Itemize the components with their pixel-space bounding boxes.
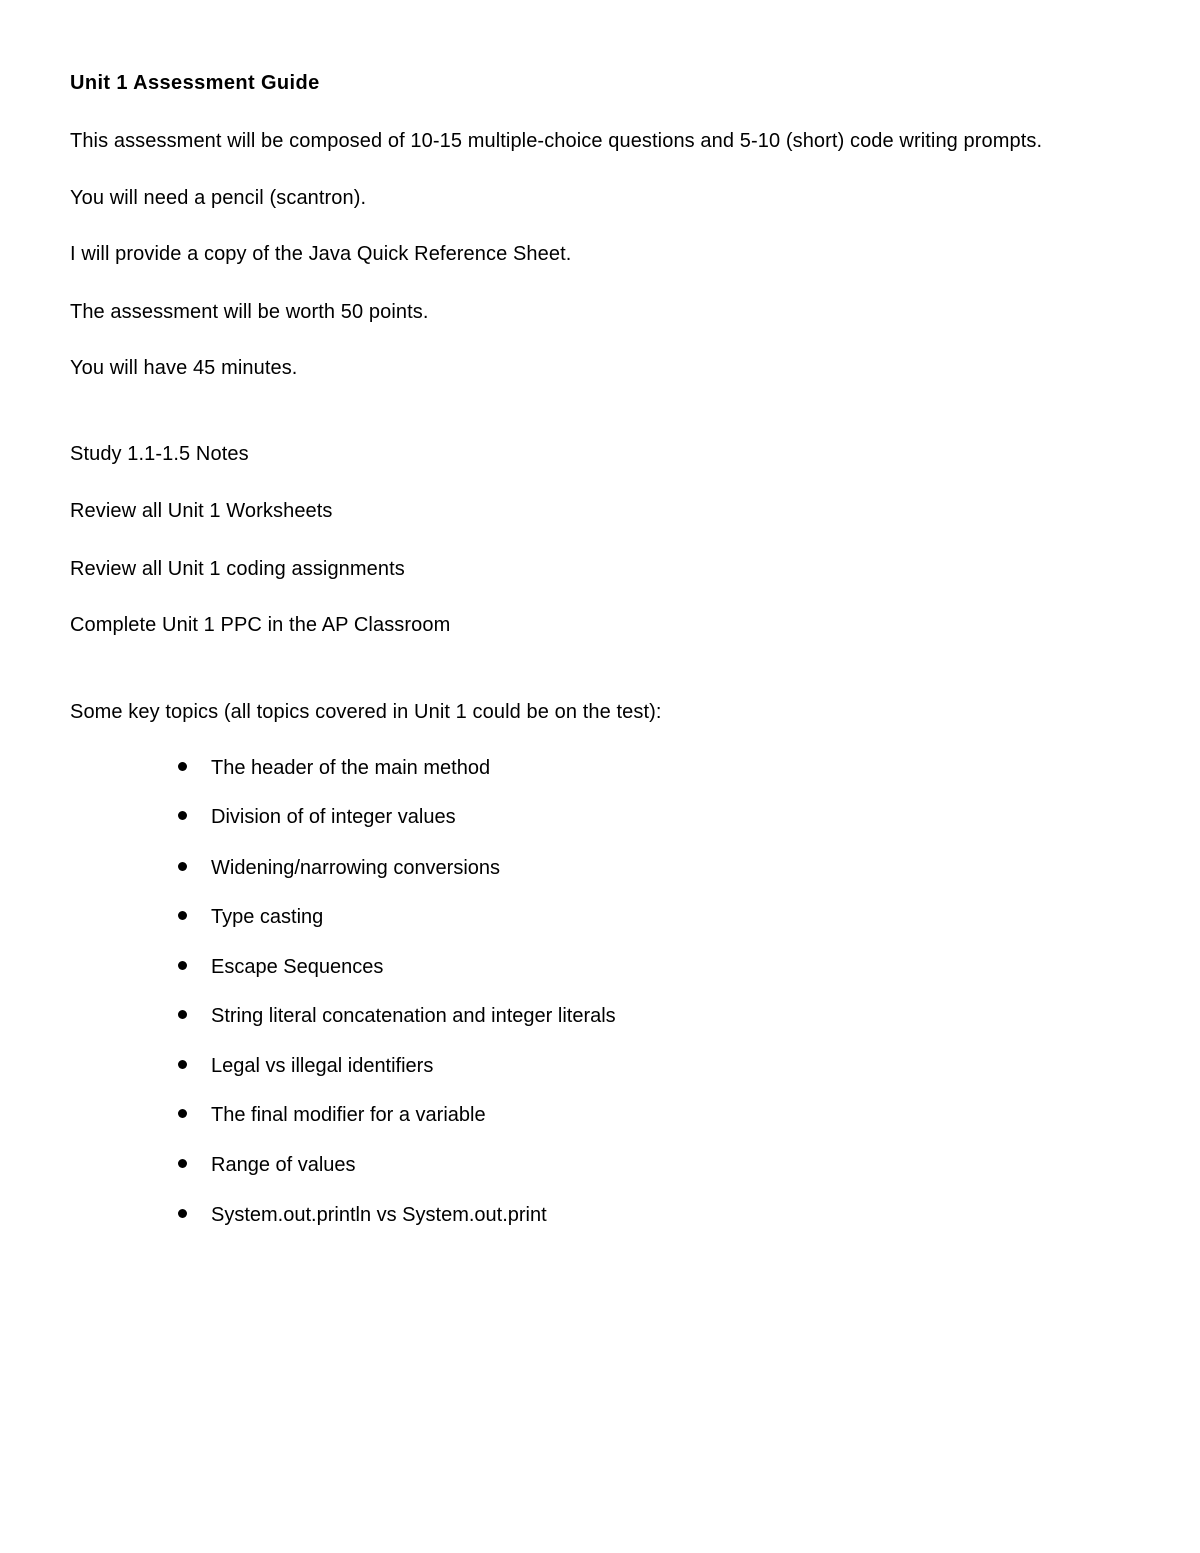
intro-line-points: The assessment will be worth 50 points. xyxy=(70,301,429,323)
list-item-text: Widening/narrowing conversions xyxy=(211,857,501,879)
intro-line-pencil: You will need a pencil (scantron). xyxy=(70,187,367,209)
bullet-icon xyxy=(178,762,187,771)
study-line-coding: Review all Unit 1 coding assignments xyxy=(70,558,405,580)
list-item xyxy=(178,805,456,829)
list-item xyxy=(178,1004,616,1028)
list-item-text: System.out.println vs System.out.print xyxy=(211,1204,547,1226)
bullet-icon xyxy=(178,1159,187,1168)
study-line-worksheets: Review all Unit 1 Worksheets xyxy=(70,500,333,522)
bullet-icon xyxy=(178,911,187,920)
study-line-ppc: Complete Unit 1 PPC in the AP Classroom xyxy=(70,614,451,636)
list-item xyxy=(178,1054,433,1078)
list-item-text: Range of values xyxy=(211,1154,356,1176)
study-line-notes: Study 1.1-1.5 Notes xyxy=(70,443,249,465)
bullet-icon xyxy=(178,811,187,820)
page-title: Unit 1 Assessment Guide xyxy=(70,72,320,94)
list-item-text: String literal concatenation and integer literals xyxy=(211,1005,616,1027)
bullet-icon xyxy=(178,1209,187,1218)
bullet-icon xyxy=(178,1060,187,1069)
list-item-text: Escape Sequences xyxy=(211,956,384,978)
list-item-text: Legal vs illegal identifiers xyxy=(211,1055,434,1077)
topics-heading: Some key topics (all topics covered in Unit 1 could be on the test): xyxy=(70,701,662,723)
bullet-icon xyxy=(178,862,187,871)
list-item xyxy=(178,1203,547,1227)
bullet-icon xyxy=(178,1109,187,1118)
list-item-text: Type casting xyxy=(211,906,324,928)
list-item xyxy=(178,1153,356,1177)
bullet-icon xyxy=(178,961,187,970)
list-item xyxy=(178,856,500,880)
list-item-text: The header of the main method xyxy=(211,757,491,779)
list-item xyxy=(178,756,490,780)
list-item xyxy=(178,905,323,929)
list-item-text: Division of of integer values xyxy=(211,806,456,828)
bullet-icon xyxy=(178,1010,187,1019)
intro-line-time: You will have 45 minutes. xyxy=(70,357,298,379)
list-item xyxy=(178,1103,486,1127)
intro-line-reference-sheet: I will provide a copy of the Java Quick Reference Sheet. xyxy=(70,243,572,265)
list-item xyxy=(178,955,383,979)
list-item-text: The final modifier for a variable xyxy=(211,1104,486,1126)
intro-line-composition: This assessment will be composed of 10-15 multiple-choice questions and 5-10 (short) code writing prompts. xyxy=(70,130,1043,152)
